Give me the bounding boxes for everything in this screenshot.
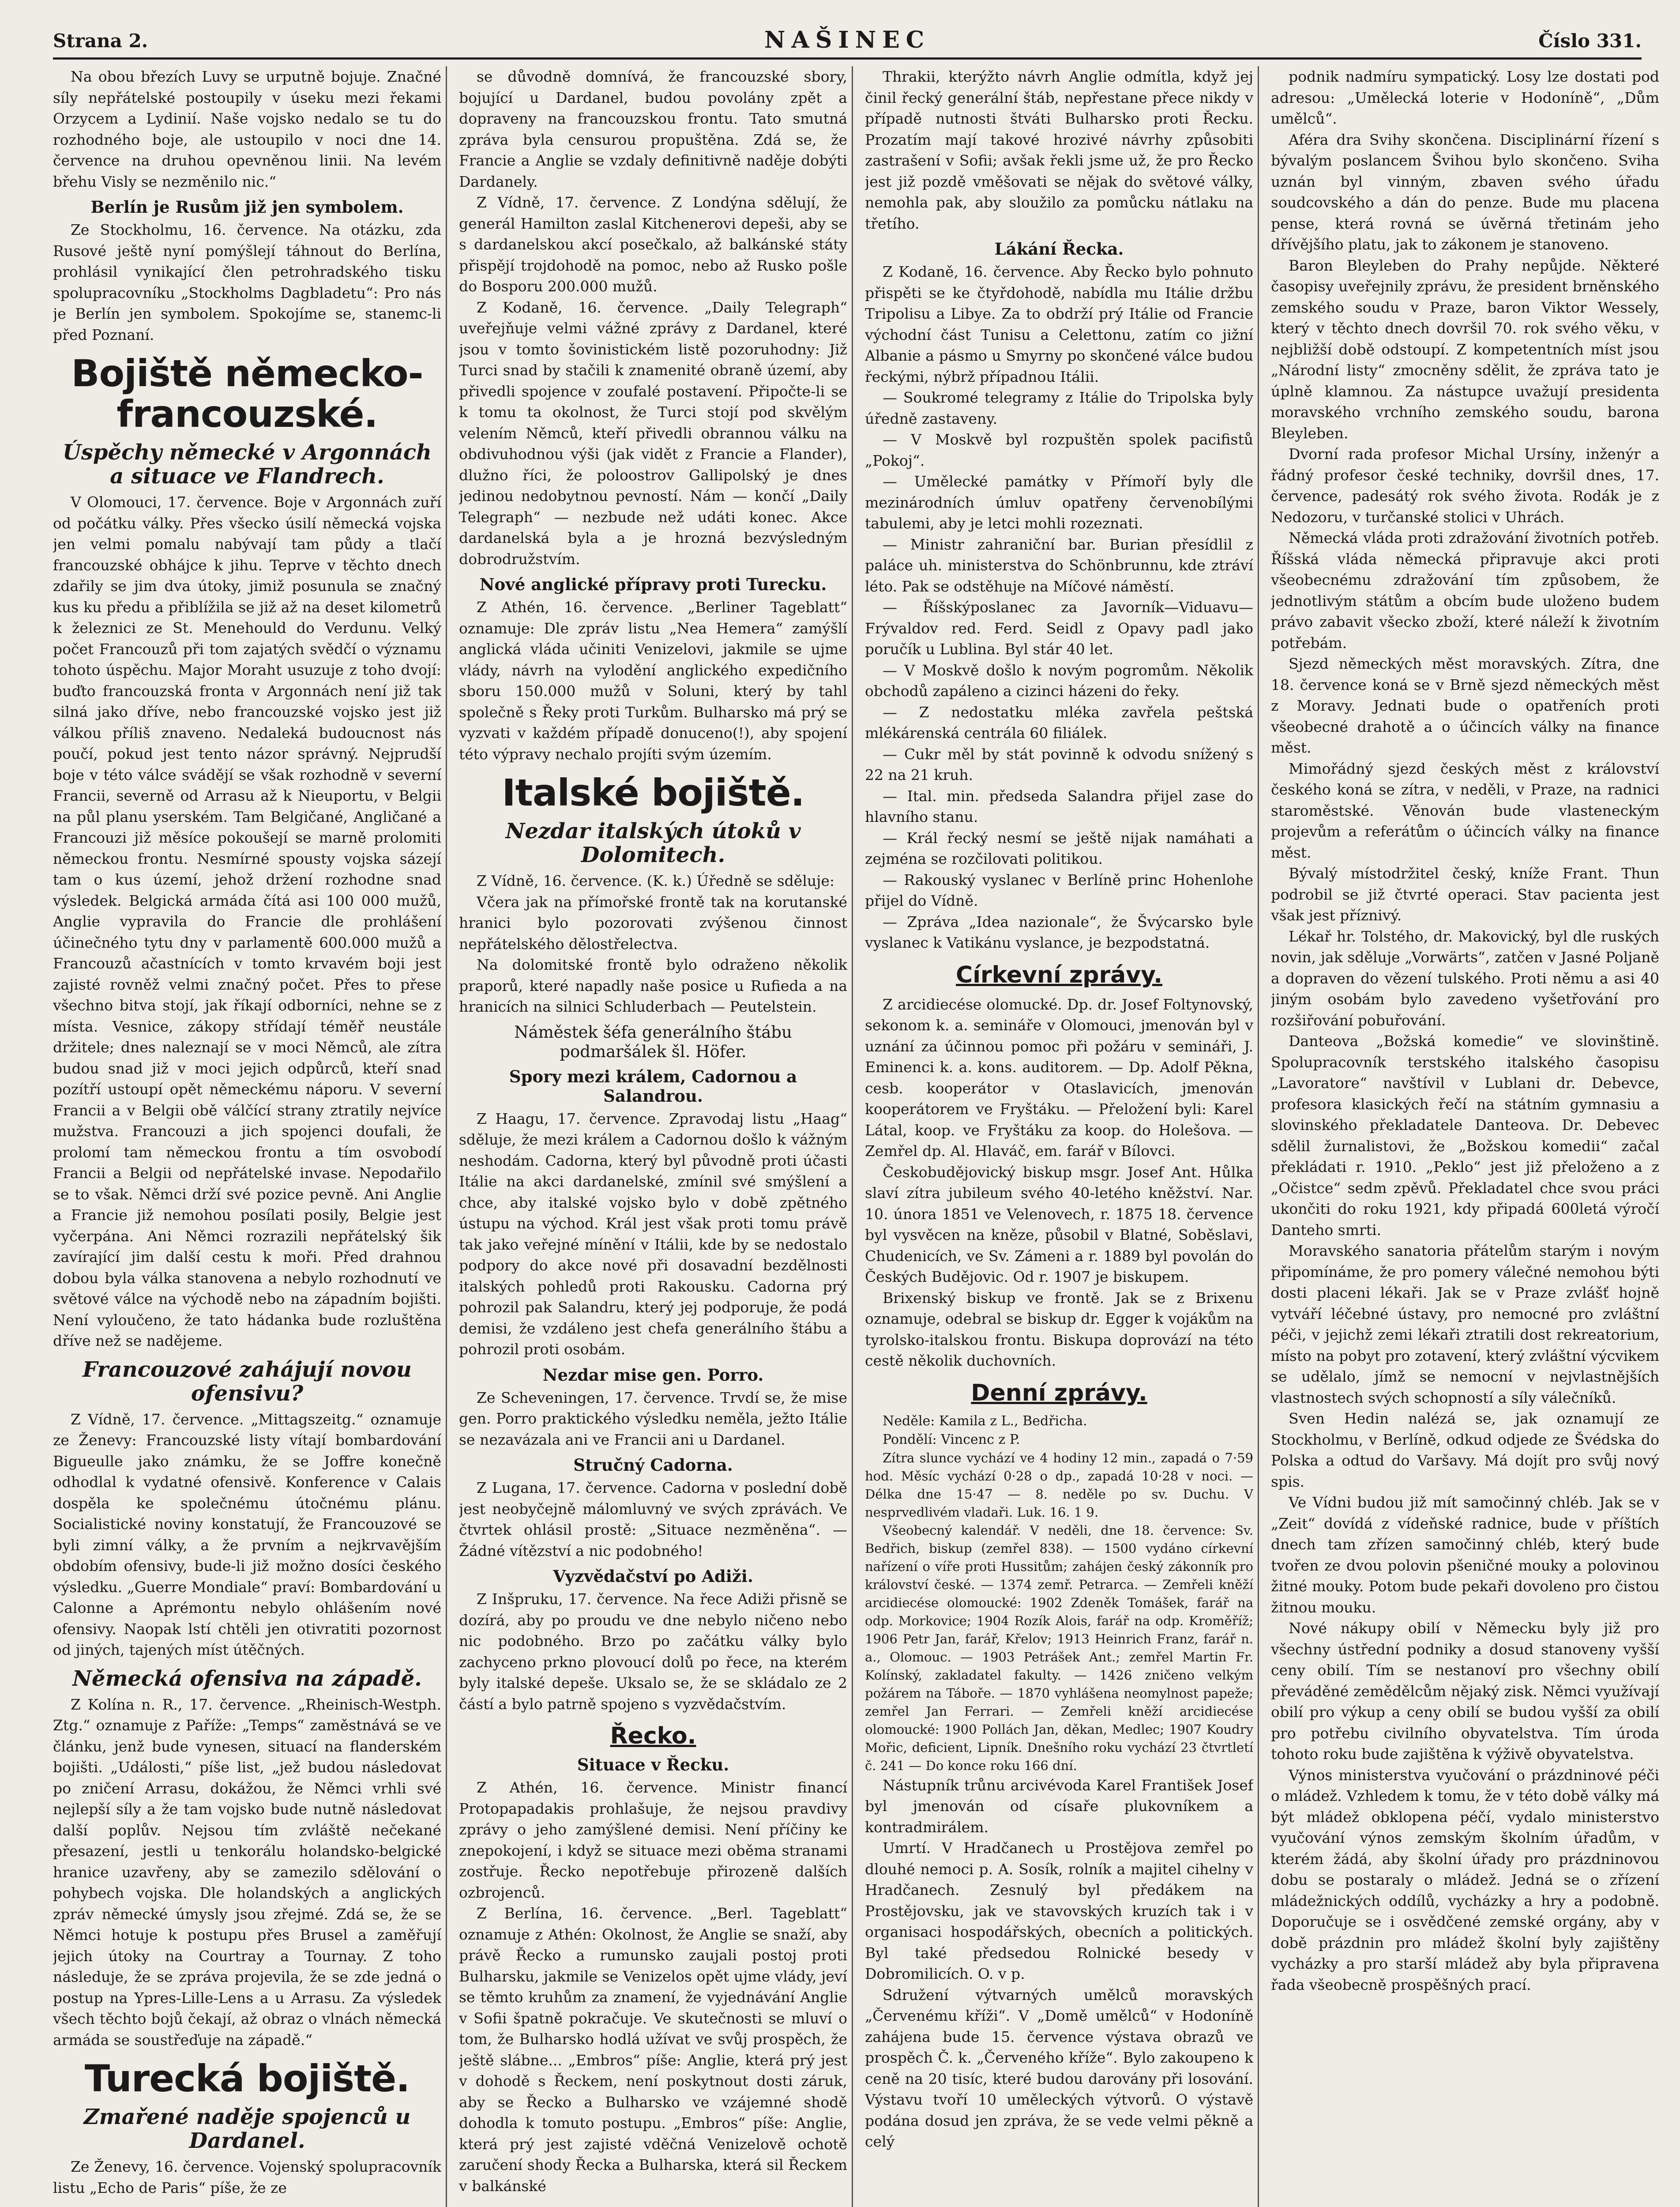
page-header <box>53 26 1642 60</box>
article-text: Brixenský biskup ve frontě. Jak se z Brixenu oznamuje, odebral se biskup dr. Egger k vojákům na tyrolsko-italskou frontu. Biskupa doprovází na této cestě několik duchovních. <box>865 1289 1253 1369</box>
article-text: Moravského sanatoria přátelům starým i novým připomínáme, že pro pomery válečné nemohou býti dosti placeni lékaři. Jak se v Praze zvlášť hojně vytváří léčebné ústavy, pro nemocné pro zvláštní péči, v jejichž zemi lékaři ztratili dost rekreatorium, místo na pobyt pro zotavení, který zvláštní výcvikem se udělalo, jímž se nemocní v nejvlastnějších vlastnostech svých schopností a síly válečníků. <box>1271 1242 1659 1406</box>
column-1 <box>53 66 441 2207</box>
article-text: Thrakii, kterýžto návrh Anglie odmítla, když jej činil řecký generální štáb, nepřestane přece nikdy v případě nutnosti štváti Bulharsko proti Řecku. Prozatím mají takové hrozivé návrhy způsobiti zastrašení v Sofii; avšak řekli jsme už, že pro Řecko jest již pozdě vměšovati se nějak do světové války, nemohla pak, aby sloužilo za pomůcku nátlaku na třetího. <box>865 68 1253 232</box>
article-text: Německá vláda proti zdražování životních potřeb. Říšská vláda německá připravuje akci proti všeobecnému zdražování tím způsobem, že jednotlivým státům a obcím bude uloženo budem právo zabavit všecko zboží, které náleží k životním potřebám. <box>1271 529 1659 652</box>
article-text: Dvorní rada profesor Michal Ursíny, inženýr a řádný profesor české techniky, dovršil dnes, 17. července, padesátý rok svého života. Rodák je z Nedozoru, v turčanské stolici v Uhrách. <box>1271 445 1659 526</box>
column-2 <box>459 66 847 2207</box>
article-text: Bývalý místodržitel český, kníže Frant. Thun podrobil se již čtvrté operaci. Stav pacienta jest však jest příznivý. <box>1271 865 1659 924</box>
signature: Náměstek šéfa generálního štábu podmaršálek šl. Höfer. <box>514 1022 792 1061</box>
article-text: Sjezd německých měst moravských. Zítra, dne 18. července koná se v Brně sjezd německých měst z Moravy. Jednati bude o opatřeních proti všeobecné drahotě a o účincích války na finance měst. <box>1271 655 1659 756</box>
article-text: Umrtí. V Hradčanech u Prostějova zemřel po dlouhé nemoci p. A. Sosík, rolník a majitel cihelny v Hradčanech. Zesnulý byl předákem na Prostějovsku, jak ve stavovských kruzích tak i v organisaci hospodářských, obecních a politických. Byl také předsedou Rolnické besedy v Dobromilicích. O. v p. <box>865 1839 1253 1982</box>
news-item: — Z nedostatku mléka zavřela peštská mlékárenská centrála 60 filiálek. <box>865 703 1253 742</box>
article-text: Ze Ženevy, 16. července. Vojenský spolupracovník listu „Echo de Paris“ píše, že ze <box>53 2158 441 2196</box>
section-banner: Bojiště německo-francouzské. <box>71 352 423 436</box>
article-heading: Nezdar mise gen. Porro. <box>542 1365 764 1385</box>
news-item: — Ital. min. předseda Salandra přijel zase do hlavního stanu. <box>865 787 1253 825</box>
news-item: — Říšskýposlanec za Javorník—Viduavu—Frývaldov red. Ferd. Seidl z Opavy padl jako poručík u Lublina. Byl stár 40 let. <box>865 599 1253 658</box>
column-4 <box>1271 66 1659 2207</box>
newspaper-title: NAŠINEC <box>764 26 931 53</box>
section-banner: Řecko. <box>610 1723 696 1749</box>
article-heading: Francouzové zahájují novou ofensivu? <box>83 1357 412 1406</box>
article-text: Baron Bleyleben do Prahy nepůjde. Některé časopisy uveřejnily zprávu, že president brněnského zemského soudu v Praze, baron Viktor Wessely, který v těchto dnech dovršil 70. rok svého věku, v nejbližší době odstoupí. Z kompetentních míst jsou „Národní listy“ zmocněny sdělit, že zpráva tato je úplně klamnou. Za nástupce uvažují presidenta moravského vrchního zemského soudu, barona Bleyleben. <box>1271 256 1659 442</box>
article-text: Lékař hr. Tolstého, dr. Makovický, byl dle ruských novin, jak sděluje „Vorwärts“, zatčen v Jasné Poljaně a dopraven do vězení tulského. Proti němu a asi 40 jiným osobám bylo zavedeno vyšetřování pro rozšiřování pobuřování. <box>1271 927 1659 1029</box>
article-heading: Vyzvědačství po Adiži. <box>553 1567 753 1586</box>
article-text: Sven Hedin nalézá se, jak oznamují ze Stockholmu, v Berlíně, odkud odjede ze Švédska do Polska a odtud do Varšavy. Má dojít pro svůj nový spis. <box>1271 1410 1659 1490</box>
article-text: Z Vídně, 17. července. „Mittagszeitg.“ oznamuje ze Ženevy: Francouzské listy vítají bombardování Bigueulle jako známku, že se Joffre konečně odhodlal k vydatné ofensivě. Konference v Calais dospěla ke společnému útočnému plánu. Socialistické noviny konstatují, že Francouzové se byli zimní války, a že prvním a nejkrvavějším obdobím ofensivy, bude-li již možno dosíci českého výsledku. „Guerre Mondiale“ praví: Bombardování u Calonne a Aprémontu nebylo ohlášením nové ofensivy. Naopak lstí chtěli jen otivratiti pozornost od jiných, tajených míst útěčných. <box>53 1410 441 1658</box>
news-item: — Umělecké památky v Přímoří byly dle mezinárodních úmluv opatřeny červenobílými tabulemi, aby je letci mohli rozeznati. <box>865 473 1253 532</box>
article-text: Na obou březích Luvy se urputně bojuje. Značné síly nepřátelské postoupily v úseku mezi řekami Orzycem a Lydinií. Naše vojsko nedalo se tu do rozhodného boje, ale ustoupilo v noci dne 14. července na druhou opevněnou linii. Na levém břehu Visly se nezměnilo nic.“ <box>53 68 441 190</box>
article-text: Z Kolína n. R., 17. července. „Rheinisch-Westph. Ztg.“ oznamuje z Paříže: „Temps“ zaměstnává se ve článku, jenž bude vynesen, situací na flanderském bojišti. „Události,“ píše list, „jež budou následovat po zničení Arrasu, dokážou, že Němci vrhli své nejlepší síly a že tam vojsko bude nutně následovat další poplův. Nejsou tím zvláště nečekané přesazení, jestli u tenkorálu holandsko-belgické hranice uzavřeny, aby se zamezilo sdělování o pohybech vojska. Dle holandských a anglických zpráv německé úmysly jsou zřejmé. Zdá se, že se Němci hotuje k postupu přes Brusel a zaměřují jejich útoky na Courtray a Tournay. Z toho následuje, že se zpráva projevila, že se zde jedná o postup na Ypres-Lille-Lens a u Arrasu. Za výsledek všech těchto bojů čekají, až obraz o vlnách německá armáda se soustřeďuje na západě.“ <box>53 1695 441 2049</box>
article-text: Z Kodaně, 16. července. „Daily Telegraph“ uveřejňuje velmi vážné zprávy z Dardanel, které jsou v tomto šovinistickém listě pozoruhodny: Již Turci snad by stačili k znamenité obraně území, aby přivedli spojence v zoufalé postavení. Připočte-li se k tomu ta okolnost, že Turci stojí pod skvělým velením Němců, kteří přivedli obrannou válku na obdivuhodnou výši (jak vidět z Francie a Flander), dlužno říci, že poloostrov Gallipolský je dnes jedinou nedobytnou pevností. Nám — končí „Daily Telegraph“ — nezbude než udáti konec. Akce dardanelská byla a je hrozná bezvýsledným dobrodružstvím. <box>459 298 847 568</box>
news-item: — Král řecký nesmí se ještě nijak namáhati a zejména se rozčilovati politikou. <box>865 829 1253 867</box>
article-text: Ze Stockholmu, 16. července. Na otázku, zda Rusové ještě nyní pomýšlejí táhnout do Berlína, prohlásil vynikající člen petrohradského tisku spolupracovníku „Stockholms Dagbladetu“: Pro nás je Berlín jen symbolem. Spokojíme se, stanemc-li před Poznaní. <box>53 221 441 343</box>
article-text: Z Berlína, 16. července. „Berl. Tageblatt“ oznamuje z Athén: Okolnost, že Anglie se snaží, aby právě Řecko a rumunsko zaujali postoj proti Bulharsku, jakmile se Venizelos opět ujme vlády, jeví se těmto kruhům za znamení, že vyjednávání Anglie v Sofii špatně pokračuje. Ve skutečnosti se mluví o tom, že Bulharsko hodlá užívat ve svůj prospěch, že ještě slábne... „Embros“ píše: Anglie, která prý jest v dohodě s Řeckem, není poskytnout dosti záruk, aby se Řecko a Bulharsko ve vzájemné shodě dohodla k tomuto postupu. „Embros“ píše: Anglie, která prý jest zajisté vděčná Venizelově ochotě zaručení shody Řecka a Bulharska, která sil Řeckem v balkánské <box>459 1905 847 2195</box>
article-text: Aféra dra Svihy skončena. Disciplinární řízení s bývalým poslancem Švihou bylo skončeno. Sviha uznán byl vinným, zbaven svého úřadu soudcovského a dán do penze. Bude mu placena pense, která rovná se úvěrná třetinám jeho dřívějšího platu, jak to zákonem je stanoveno. <box>1271 131 1659 253</box>
article-text: se důvodně domnívá, že francouzské sbory, bojující u Dardanel, budou povolány zpět a dopraveny na francouzskou frontu. Tato smutná zpráva byla censurou propuštěna. Zdá se, že Francie a Anglie se vzdaly definitivně naděje dobýti Dardanely. <box>459 68 847 190</box>
section-banner: Církevní zprávy. <box>956 961 1162 988</box>
column-3 <box>865 66 1253 2207</box>
article-text: Nástupník trůnu arcivévoda Karel František Josef byl jmenován od císaře plukovníkem a kontradmirálem. <box>865 1776 1253 1836</box>
article-heading: Zmařené naděje spojenců u Dardanel. <box>83 2105 411 2153</box>
article-text: Z Vídně, 17. července. Z Londýna sdělují, že generál Hamilton zaslal Kitchenerovi depeši, aby se s dardanelskou akcí posečkalo, až balkánské státy přispějí trojdohodě na pomoc, nebo až Rusko pošle do Bosporu 200.000 mužů. <box>459 194 847 295</box>
article-heading: Lákání Řecka. <box>994 239 1124 259</box>
article-text: Zítra slunce vychází ve 4 hodiny 12 min., zapadá o 7·59 hod. Měsíc vychází 0·28 o dp., zapadá 10·28 v noci. — Délka dne 15·47 — 8. neděle po sv. Duchu. V nesprvedlivém vladaři. Luk. 16. 1 9. <box>865 1450 1253 1520</box>
article-text: Z Athén, 16. července. „Berliner Tageblatt“ oznamuje: Dle zpráv listu „Nea Hemera“ zamýšlí anglická vláda učiniti Venizelovi, jakmile se ujme vlády, návrh na vylodění anglického expedičního sboru 150.000 mužů v Soluni, který by tahl společně s Řeky proti Turkům. Bulharsko má prý se vyzvati v každém případě donuceno(!), aby spojení této výpravy nechalo projíti svým územím. <box>459 599 847 763</box>
news-item: — V Moskvě došlo k novým pogromům. Několik obchodů zapáleno a cizinci házeni do řeky. <box>865 661 1253 700</box>
section-banner: Turecká bojiště. <box>84 2057 410 2100</box>
calendar-line: Pondělí: Vincenc z P. <box>883 1431 1020 1447</box>
page-number: Strana 2. <box>53 30 148 52</box>
article-text: Včera jak na přímořské frontě tak na korutanské hranici bylo pozorovati zvýšenou činnost nepřátelského dělostřelectva. <box>459 893 847 953</box>
news-item: — Zpráva „Idea nazionale“, že Švýcarsko byle vyslanec k Vatikánu vyslance, je bezpodstatná. <box>865 913 1253 951</box>
article-text: Z Haagu, 17. července. Zpravodaj listu „Haag“ sděluje, že mezi králem a Cadornou došlo k vážným neshodám. Cadorna, který byl původně proti účasti Itálie na akci dardanelské, zmínil své smýšlení a chce, aby italské vojsko bylo v době zpětného ústupu na východ. Král jest však proti tomu právě tak jako veřejné mínění v Itálii, kde by se nedostalo podpory do akce nové při dosavadní bezdělnosti italských pohledů proti Rakousku. Cadorna prý pohrozil pak Salandru, který jej podporuje, že podá demisi, že vzdáleno jest chefa generálního štábu a pohrozil proti osobám. <box>459 1110 847 1358</box>
article-text: Ze Scheveningen, 17. července. Trvdí se, že mise gen. Porro praktického výsledku neměla, ježto Itálie se nezavázala ani ve Francii ani u Dardanel. <box>459 1389 847 1448</box>
article-text: podnik nadmíru sympatický. Losy lze dostati pod adresou: „Umělecká loterie v Hodoníně“, „Dům umělců“. <box>1271 68 1659 127</box>
article-text: Českobudějovický biskup msgr. Josef Ant. Hůlka slaví zítra jubileum svého 40-letého kněžství. Nar. 10. února 1851 ve Velenovech, r. 1875 18. července byl vysvěcen na kněze, působil v Blatné, Soběslavi, Chudenicích, ve Sv. Zámeni a r. 1889 byl povolán do Českých Budějovic. Od r. 1907 je biskupem. <box>865 1163 1253 1285</box>
section-banner: Denní zprávy. <box>971 1379 1147 1406</box>
news-item: — Cukr měl by stát povinně k odvodu snížený s 22 na 21 kruh. <box>865 745 1253 783</box>
article-text: Všeobecný kalendář. V neděli, dne 18. července: Sv. Bedřich, biskup (zemřel 838). — 1500 vydáno církevní nařízení o víře proti Hussitům; zahájen český zákonník pro království české. — 1374 zemř. Petrarca. — Zemřeli kněží arcidiecése olomoucké: 1902 Zdeněk Tomášek, farář na odp. Morkovice; 1904 Rozík Alois, farář na odp. Kroměříž; 1906 Petr Jan, farář, Křelov; 1913 Heinrich Franz, farář n. a., Olomouc. — 1903 Petrášek Ant.; zemřel Martin Fr. Kolínský, zakladatel fakulty. — 1426 zničeno velkým požárem na Táboře. — 1870 vyhlášena neomylnost papeže; zemřel Jan Ferrari. — Zemřeli kněží arcidiecése olomoucké: 1900 Pollách Jan, děkan, Medlec; 1907 Koudry Mořic, deficient, Lipník. Dnešního roku vychází 23 čtvrtletí č. 241 — Do konce roku 166 dní. <box>865 1522 1253 1773</box>
news-item: — Ministr zahraniční bar. Burian přesídlil z paláce uh. ministerstva do Schönbrunnu, kde ztráví léto. Pak se odstěhuje na Míčové náměstí. <box>865 535 1253 595</box>
issue-number: Číslo 331. <box>1538 30 1642 52</box>
article-text: V Olomouci, 17. července. Boje v Argonnách zuří od počátku války. Přes všecko úsilí německá vojska jen velmi pomalu nabývají tam půdy a tlačí francouzské obhájce k jihu. Teprve v těchto dnech zdařily se jim dva útoky, jimiž posunula se značný kus ku předu a přiblížila se již až na deset kilometrů k železnici ze St. Menehould do Verdunu. Velký počet Francouzů při tom zajatých svědčí o významu tohoto úspěchu. Major Moraht usuzuje z toho dvojí: buďto francouzská fronta v Argonnách není již tak silná jako dříve, nebo francouzské vojsko jest již válkou příliš znaveno. Nedaleká budoucnost nás poučí, pokud jest tento názor správný. Nejprudší boje v této válce svádějí se však rozhodně v severní Francii, severně od Arrasu až k Nieuportu, v Belgii na půl planu yserském. Tam Belgičané, Angličané a Francouzi již měsíce pokoušejí se marně prolomiti německou frontu. Nesmírné spousty vojska sázejí tam o kus území, jehož držení rozhodne snad výsledek. Belgická armáda čítá asi 100 000 mužů, Anglie vypravila do Francie dle prohlášení účinečného tytu dny v parlamentě 600.000 mužů a Francouzů ačastnících v tomto krvavém boji jest zajisté rovněž velmi značný počet. Přes to přese všechno bitva stojí, jak říkají odborníci, nehne se z místa. Vesnice, zákopy střídají téměř neustále držitele; dnes naleznají se v moci Němců, ale zítra budou snad již v moci jejich odpůrců, kteří snad pozítří ustoupí opět německému náporu. V severní Francii a v Belgii obě válčící strany ztratily nejvíce mužstva. Francouzi a jich spojenci doufali, že prolomí tam německou frontu a tím osvobodí Francii a Belgii od nepřátelské invase. Nepodařilo se to však. Němci drží své pozice pevně. Ani Anglie a Francie již nemohou posílati posily, Belgie jest vyčerpána. Ani Němci rozrazili nepřátelský šik zavírající jim další cestu k moři. Před drahnou dobou byla válka stanovena a nebylo rozhodnutí ve světové válce na východě nebo na západním bojišti. Není vyloučeno, že tato hádanka bude rozluštěna dříve než se nadějeme. <box>53 493 441 1349</box>
calendar-line: Neděle: Kamila z L., Bedřicha. <box>883 1413 1087 1429</box>
article-text: Nové nákupy obilí v Německu byly již pro všechny ústřední podniky a dosud stanoveny vyšší ceny obilí. Tím se nestanoví pro všechny obilí převáděné zemědělcům nějaký zisk. Němci využívají obilí pro výkup a ceny obilí se budou vyšší za obilí pro potřebu civilního obyvatelstva. Tím úroda tohoto roku bude zajištěna k výživě obyvatelstva. <box>1271 1619 1659 1763</box>
article-heading: Situace v Řecku. <box>577 1755 729 1774</box>
news-item: — V Moskvě byl rozpuštěn spolek pacifistů „Pokoj“. <box>865 431 1253 469</box>
article-text: Sdružení výtvarných umělců moravských „Červenému kříži“. V „Domě umělců“ v Hodoníně zahájena bude 15. července výstava obrazů ve prospěch Č. k. „Červeného kříže“. Bylo zakoupeno k ceně na 20 tisíc, které budou darovány při losování. Výstavu tvoří 10 uměleckých výtvorů. O výstavě podána dosud jen zpráva, že se vede velmi pěkně a celý <box>865 1986 1253 2150</box>
article-text: Z Vídně, 16. července. (K. k.) Úředně se sděluje: <box>477 872 834 889</box>
article-heading: Německá ofensiva na západě. <box>72 1666 422 1691</box>
article-heading: Stručný Cadorna. <box>573 1455 733 1475</box>
column-divider <box>852 66 853 2207</box>
article-text: Danteova „Božská komedie“ ve slovinštině. Spolupracovník terstského italského časopisu „Lavoratore“ navštívil v Lublani dr. Debevce, profesora klasických řečí na státním gymnasiu a slovinského překladatele Danteova. Dr. Debevec sdělil žurnalistovi, že „Božskou komedii“ začal překládati r. 1910. „Peklo“ jest již přeloženo a z „Očistce“ sedm zpěvů. Překladatel chce svou práci ukončiti do roku 1921, kdy připadá 600letá výročí Danteho smrti. <box>1271 1032 1659 1239</box>
article-heading: Úspěchy německé v Argonnách a situace ve Flandrech. <box>63 440 432 489</box>
column-divider <box>446 66 447 2207</box>
article-text: Z Lugana, 17. července. Cadorna v poslední době jest neobyčejně málomluvný ve svých zprávách. Ve čtvrtek ohlásil prostě: „Situace nezměněna“. — Žádné vítězství a nic podobného! <box>459 1479 847 1559</box>
article-text: Z Athén, 16. července. Ministr financí Protopapadakis prohlašuje, že nejsou pravdivy zprávy o jeho zamýšlené demisi. Není příčiny ke znepokojení, i když se situace mezi oběma stranami zostřuje. Řecko nepotřebuje přirozeně dalších ozbrojenců. <box>459 1779 847 1901</box>
article-heading: Spory mezi králem, Cadornou a Salandrou. <box>509 1066 797 1106</box>
column-divider <box>1258 66 1259 2207</box>
news-item: — Rakouský vyslanec v Berlíně princ Hohenlohe přijel do Vídně. <box>865 871 1253 909</box>
article-text: Ve Vídni budou již mít samočinný chléb. Jak se v „Zeit“ dovídá z vídeňské radnice, bude v příštích dnech tam zřízen samočinný chléb, který bude tvořen ze dvou polovin pšeničné mouky a polovinou žitné mouky. Potom bude pekaři dovoleno pro čistou žitnou mouku. <box>1271 1494 1659 1616</box>
article-text: Na dolomitské frontě bylo odraženo několik praporů, které napadly naše posice u Rufieda a na hranicích na silnici Schluderbach — Peutelstein. <box>459 956 847 1015</box>
article-heading: Nezdar italských útoků v Dolomitech. <box>505 819 801 867</box>
news-item: — Soukromé telegramy z Itálie do Tripolska byly úředně zastaveny. <box>865 389 1253 427</box>
article-text: Z Kodaně, 16. července. Aby Řecko bylo pohnuto přispěti se ke čtyřdohodě, nabídla mu Itálie držbu Tripolisu a Libye. Za to obdrží prý Itálie od Francie východní část Tunisu a Celettonu, zatím co jižní Albanie a pásmo u Smyrny po skončené válce budou řeckými, nýbrž případnou Itálii. <box>865 263 1253 385</box>
article-text: Z Inšpruku, 17. července. Na řece Adiži přisně se dozírá, aby po proudu ve dne nebylo ničeno nebo nic podobného. Brzo po začátku války bylo zachyceno prkno plovoucí dolů po řece, na kterém byly italské depeše. Uksalo se, že se skládalo ze 2 částí a bylo patrně spojeno s vyzvědačstvím. <box>459 1590 847 1713</box>
article-text: Mimořádný sjezd českých měst z království českého koná se zítra, v neděli, v Praze, na radnici staroměstské. Věnován bude vlasteneckým projevům a referátům o účincích války na finance měst. <box>1271 760 1659 861</box>
article-heading: Berlín je Rusům již jen symbolem. <box>90 197 404 217</box>
article-text: Z arcidiecése olomucké. Dp. dr. Josef Foltynovský, sekonom k. a. semináře v Olomouci, jmenován byl v uznání za účinnou pomoc při požáru v semináři, J. Eminenci k. a. kons. auditorem. — Dp. Adolf Pěkna, cesb. kooperátor v Otaslavicích, jmenován kooperátorem ve Fryštáku. — Přeložení byli: Karel Látal, koop. ve Fryštáku za koop. do Holešova. — Zemřel dp. Al. Hlaváč, em. farář v Bílovci. <box>865 995 1253 1160</box>
article-heading: Nové anglické přípravy proti Turecku. <box>479 575 827 594</box>
section-banner: Italské bojiště. <box>502 771 804 814</box>
article-text: Výnos ministerstva vyučování o prázdninové péči o mládež. Vzhledem k tomu, že v této době války má být mládež obklopena péčí, vydalo ministerstvo vyučování výnos zemským školním úřadům, v kterém žádá, aby školní úřady pro prázdninovou dobu se postaraly o mládež. Jedná se o zřízení mládežnických oddílů, vycházky a hry a podobně. Doporučuje se i osvědčené zemské orgány, aby v době prázdnin pro mládež školní byly zajištěny vycházky a pro starší mládež aby byla připravena řada všeobecně prospěšných prací. <box>1271 1766 1659 1993</box>
